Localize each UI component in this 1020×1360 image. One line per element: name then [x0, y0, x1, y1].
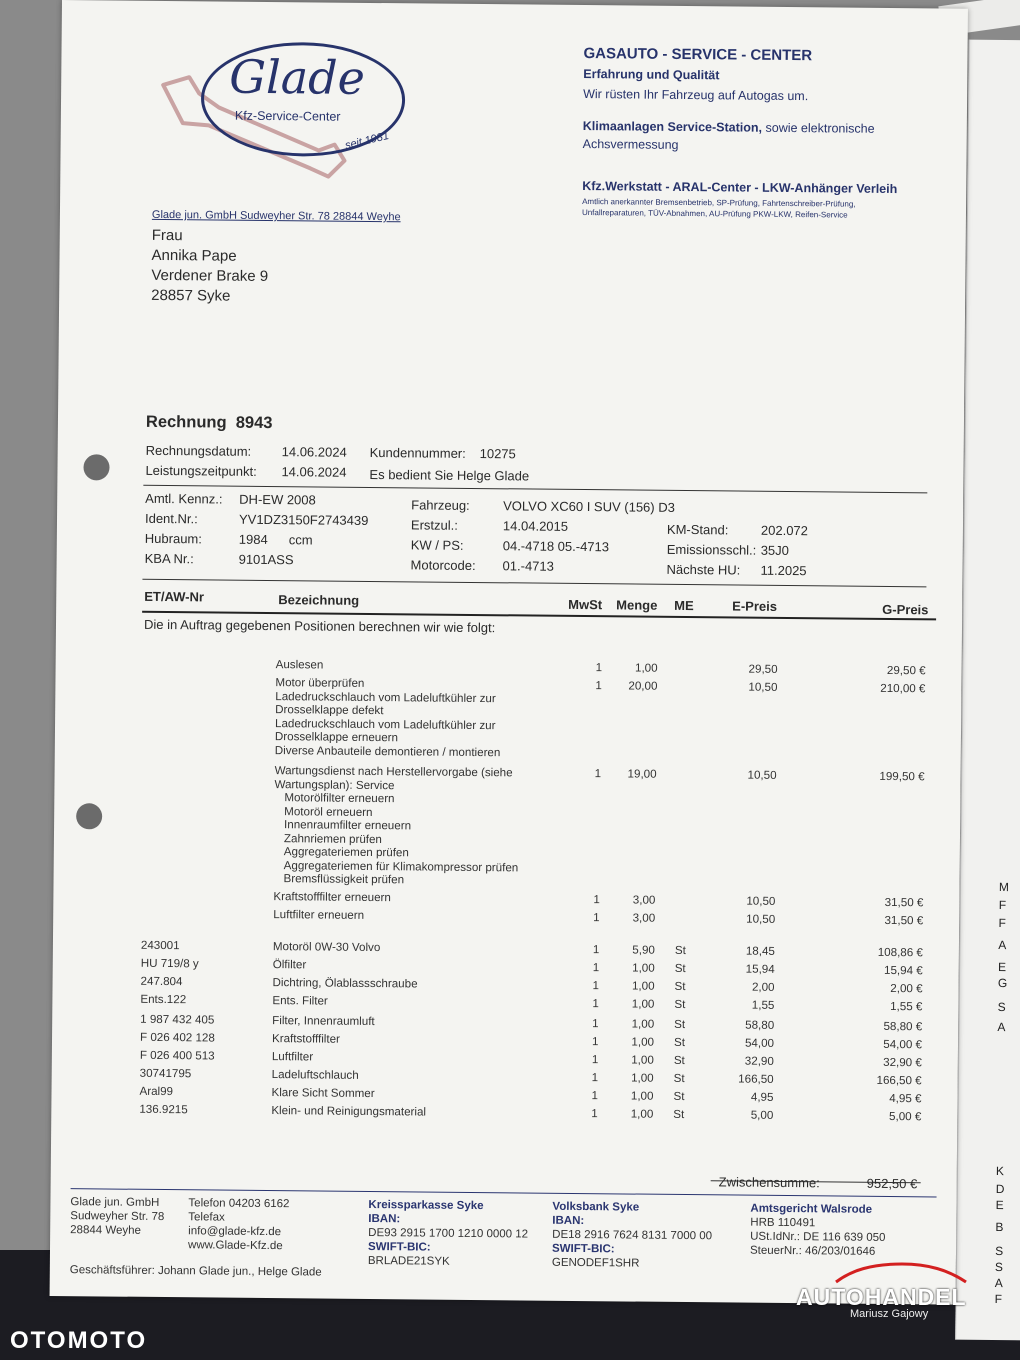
footer-col1-line: Sudweyher Str. 78 — [70, 1210, 165, 1224]
row-mwst: 1 — [593, 911, 600, 925]
side-paper-fragment: M — [998, 880, 1010, 895]
motorcode-label: Motorcode: — [410, 557, 476, 573]
row-description: Wartungsplan): Service — [274, 777, 395, 792]
header-klima-rest: sowie elektronische — [765, 120, 875, 136]
row-total-price: 54,00 € — [883, 1037, 923, 1052]
row-quantity: 1,00 — [631, 1053, 654, 1067]
row-description: Filter, Innenraumluft — [272, 1014, 375, 1029]
row-unit: St — [673, 1089, 685, 1104]
footer-col4-line: Volksbank Syke — [552, 1200, 640, 1214]
footer-col5-line: SteuerNr.: 46/203/01646 — [749, 1244, 876, 1258]
row-quantity: 20,00 — [628, 679, 658, 693]
row-description: Luftfilter — [271, 1050, 314, 1064]
footer-col3-line: SWIFT-BIC: — [367, 1240, 431, 1254]
header-klima-2: Achsvermessung — [582, 137, 679, 152]
row-unit-price: 1,55 — [751, 998, 775, 1012]
footer-col4-line: GENODEF1SHR — [551, 1256, 640, 1270]
header-small-2: Unfallreparaturen, TÜV-Abnahmen, AU-Prüfung PKW-LKW, Reifen-Service — [581, 208, 848, 220]
invoice-date-label: Rechnungsdatum: — [145, 442, 252, 459]
row-unit: St — [674, 997, 686, 1012]
row-part-number: Aral99 — [139, 1084, 174, 1099]
row-description: Auslesen — [275, 658, 324, 672]
row-quantity: 1,00 — [631, 997, 655, 1011]
footer-col3-line: DE93 2915 1700 1210 0000 12 — [368, 1226, 529, 1241]
row-quantity: 5,90 — [632, 943, 655, 957]
side-paper-fragment: A — [994, 1276, 1003, 1291]
row-total-price: 29,50 € — [886, 663, 926, 678]
row-description: Motor überprüfen — [275, 676, 365, 690]
recipient-name: Annika Pape — [151, 246, 237, 265]
row-total-price: 2,00 € — [890, 981, 923, 996]
row-unit-price: 2,00 — [751, 980, 775, 994]
row-unit: St — [673, 1035, 686, 1050]
row-mwst: 1 — [593, 893, 600, 907]
row-part-number: Ents.122 — [140, 992, 187, 1007]
recipient-salutation: Frau — [151, 226, 183, 245]
row-unit: St — [673, 1107, 685, 1122]
divider — [142, 579, 926, 588]
row-unit-price: 15,94 — [745, 962, 775, 976]
subtotal-value: 952,50 € — [866, 1175, 918, 1192]
row-unit-price: 10,50 — [746, 894, 776, 908]
row-unit-price: 166,50 — [738, 1072, 774, 1086]
header-klima-bold: Klimaanlagen Service-Station, — [582, 119, 763, 135]
footer-col5-line: USt.IdNr.: DE 116 639 050 — [750, 1230, 886, 1244]
row-unit-price: 32,90 — [744, 1054, 774, 1068]
row-total-price: 210,00 € — [880, 681, 926, 696]
row-description: Motoröl 0W-30 Volvo — [272, 940, 381, 955]
row-part-number: 30741795 — [139, 1066, 192, 1081]
footer-col4-line: DE18 2916 7624 8131 7000 00 — [552, 1228, 713, 1243]
footer-col5-line: HRB 110491 — [750, 1216, 816, 1230]
logo-name: Glade — [229, 49, 366, 105]
col-header-desc: Bezeichnung — [278, 592, 360, 608]
row-part-number: HU 719/8 y — [140, 956, 199, 971]
side-paper-fragment: G — [997, 976, 1008, 991]
row-unit: St — [673, 1053, 685, 1068]
sender-line: Glade jun. GmbH Sudweyher Str. 78 28844 Weyhe — [151, 208, 401, 224]
row-total-price: 58,80 € — [883, 1019, 923, 1034]
col-header-menge: Menge — [616, 597, 658, 613]
served-by: Es bedient Sie Helge Glade — [369, 466, 530, 484]
row-mwst: 1 — [592, 961, 600, 975]
row-quantity: 3,00 — [632, 911, 656, 925]
kba-value: 9101ASS — [238, 551, 294, 568]
row-description: Ölfilter — [272, 958, 307, 972]
emission-value: 35J0 — [760, 542, 790, 559]
side-paper-fragment: A — [997, 1020, 1006, 1035]
header-werkstatt: Kfz.Werkstatt - ARAL-Center - LKW-Anhänger Verleih — [582, 179, 898, 197]
row-total-price: 166,50 € — [876, 1073, 922, 1088]
footer-col2-line: info@glade-kfz.de — [188, 1225, 282, 1239]
row-part-number: 1 987 432 405 — [140, 1012, 215, 1027]
row-part-number: F 026 400 513 — [139, 1048, 215, 1063]
row-description: Ladeluftschlauch — [271, 1068, 359, 1082]
row-mwst: 1 — [591, 1089, 599, 1103]
side-paper-fragment: A — [998, 938, 1007, 953]
erstzul-value: 14.04.2015 — [502, 518, 569, 534]
km-label: KM-Stand: — [666, 521, 729, 538]
row-description: Bremsflüssigkeit prüfen — [283, 872, 405, 887]
hubraum-value: 1984 — [238, 531, 268, 547]
service-date: 14.06.2024 — [281, 464, 347, 480]
invoice-title-label: Rechnung — [145, 412, 227, 432]
side-paper-fragment: F — [994, 1292, 1003, 1307]
row-unit-price: 5,00 — [750, 1108, 774, 1122]
next-hu-value: 11.2025 — [760, 562, 807, 579]
row-description: Wartungsdienst nach Herstellervorgabe (siehe — [274, 764, 513, 780]
row-description: Ents. Filter — [272, 994, 328, 1008]
kennz-label: Amtl. Kennz.: — [145, 490, 223, 507]
footer-col2-line: Telefon 04203 6162 — [188, 1197, 290, 1211]
ident-label: Ident.Nr.: — [144, 510, 198, 527]
row-unit: St — [674, 943, 686, 958]
row-mwst: 1 — [594, 767, 602, 781]
kwps-label: KW / PS: — [410, 537, 464, 553]
car-logo-icon — [832, 1260, 972, 1286]
row-unit: St — [674, 961, 686, 976]
kba-label: KBA Nr.: — [144, 550, 194, 567]
footer-col3-line: Kreissparkasse Syke — [368, 1198, 484, 1213]
erstzul-label: Erstzul.: — [410, 517, 459, 533]
row-part-number: 136.9215 — [139, 1102, 188, 1117]
row-quantity: 1,00 — [632, 961, 655, 975]
logo-subtitle: Kfz-Service-Center — [234, 108, 341, 124]
row-description: Klein- und Reinigungsmaterial — [271, 1104, 427, 1119]
row-mwst: 1 — [591, 1071, 599, 1085]
row-description: Ladedruckschlauch vom Ladeluftkühler zur — [275, 716, 496, 732]
row-quantity: 1,00 — [631, 979, 655, 993]
invoice-title — [146, 413, 273, 433]
header-line1: Erfahrung und Qualität — [583, 67, 720, 83]
col-header-nr: ET/AW-Nr — [144, 588, 205, 605]
row-description: Ladedruckschlauch vom Ladeluftkühler zur — [275, 689, 496, 705]
managers: Geschäftsführer: Johann Glade jun., Helge Glade — [69, 1264, 322, 1279]
invoice-number: 8943 — [235, 413, 273, 433]
row-description: Drosselklappe defekt — [275, 703, 384, 718]
table-intro: Die in Auftrag gegebenen Positionen berechnen wir wie folgt: — [143, 616, 496, 636]
punch-hole — [76, 803, 102, 829]
row-description: Aggregateriemen für Klimakompressor prüfen — [283, 858, 519, 874]
row-total-price: 15,94 € — [883, 963, 923, 978]
header-line2: Wir rüsten Ihr Fahrzeug auf Autogas um. — [583, 87, 809, 104]
ident-value: YV1DZ3150F2743439 — [238, 511, 369, 528]
emission-label: Emissionsschl.: — [666, 541, 757, 558]
row-mwst: 1 — [591, 1053, 599, 1067]
footer-col4-line: IBAN: — [552, 1214, 585, 1228]
row-mwst: 1 — [591, 1035, 599, 1049]
header-title: GASAUTO - SERVICE - CENTER — [583, 45, 813, 65]
autohandel-subtitle: Mariusz Gajowy — [850, 1308, 929, 1320]
subtotal-label: Zwischensumme: — [718, 1174, 820, 1191]
header-klima — [583, 119, 875, 136]
row-description: Dichtring, Ölablassschraube — [272, 976, 418, 991]
col-header-me: ME — [674, 597, 694, 614]
row-unit-price: 10,50 — [748, 680, 778, 694]
row-mwst: 1 — [592, 997, 599, 1011]
row-quantity: 1,00 — [634, 661, 658, 675]
side-paper-fragment: F — [998, 898, 1007, 913]
otomoto-watermark: OTOMOTO — [10, 1327, 148, 1354]
service-date-label: Leistungszeitpunkt: — [145, 462, 257, 479]
row-description: Aggregateriemen prüfen — [283, 845, 409, 860]
row-total-price: 1,55 € — [890, 999, 923, 1014]
side-paper-fragment: S — [995, 1244, 1004, 1259]
col-header-gpreis: G-Preis — [882, 601, 929, 618]
row-description: Diverse Anbauteile demontieren / montieren — [274, 743, 501, 759]
row-unit-price: 18,45 — [745, 944, 775, 958]
row-description: Drosselklappe erneuern — [274, 730, 399, 745]
row-part-number: 247.804 — [140, 974, 183, 989]
autohandel-watermark: AUTOHANDEL — [796, 1284, 967, 1310]
row-unit-price: 10,50 — [747, 768, 777, 782]
punch-hole — [83, 454, 109, 480]
row-unit: St — [674, 979, 686, 994]
row-mwst: 1 — [592, 1017, 599, 1031]
invoice-date: 14.06.2024 — [281, 444, 347, 460]
recipient-street: Verdener Brake 9 — [151, 266, 269, 285]
row-part-number: F 026 402 128 — [139, 1030, 215, 1045]
row-unit-price: 29,50 — [748, 662, 778, 676]
row-total-price: 31,50 € — [884, 895, 924, 910]
row-quantity: 1,00 — [631, 1071, 654, 1085]
next-hu-label: Nächste HU: — [666, 561, 741, 578]
row-description: Innenraumfilter erneuern — [284, 818, 412, 833]
row-part-number: 243001 — [140, 938, 180, 953]
row-total-price: 4,95 € — [889, 1091, 922, 1106]
row-mwst: 1 — [591, 1107, 598, 1121]
hubraum-unit: ccm — [288, 532, 313, 548]
row-description: Motoröl erneuern — [284, 804, 373, 819]
row-unit-price: 58,80 — [745, 1018, 775, 1032]
row-quantity: 1,00 — [631, 1017, 655, 1031]
row-total-price: 5,00 € — [889, 1109, 922, 1124]
kwps-value: 04.-4718 05.-4713 — [502, 538, 610, 555]
col-header-epreis: E-Preis — [732, 598, 778, 614]
side-paper-fragment: E — [998, 960, 1007, 975]
hubraum-label: Hubraum: — [144, 530, 202, 547]
footer-col3-line: BRLADE21SYK — [367, 1254, 450, 1268]
footer-col2-line: www.Glade-Kfz.de — [187, 1239, 283, 1253]
footer-col1-line: Glade jun. GmbH — [70, 1196, 160, 1209]
row-total-price: 199,50 € — [879, 769, 925, 784]
row-total-price: 32,90 € — [883, 1055, 922, 1070]
row-quantity: 1,00 — [631, 1035, 655, 1049]
footer-col5-line: Amtsgericht Walsrode — [750, 1202, 873, 1216]
customer-label: Kundennummer: — [369, 444, 466, 461]
side-paper-fragment: S — [994, 1260, 1004, 1275]
row-total-price: 108,86 € — [877, 945, 923, 960]
row-description: Klare Sicht Sommer — [271, 1086, 375, 1101]
header-small-1: Amtlich anerkannter Bremsenbetrieb, SP-Prüfung, Fahrtenschreiber-Prüfung, — [582, 197, 856, 209]
fahrzeug-label: Fahrzeug: — [411, 497, 470, 513]
side-paper-fragment: K — [995, 1164, 1005, 1179]
row-unit: St — [674, 1017, 686, 1032]
motorcode-value: 01.-4713 — [502, 558, 554, 574]
row-quantity: 19,00 — [627, 767, 657, 781]
row-description: Luftfilter erneuern — [273, 908, 365, 922]
footer-col4-line: SWIFT-BIC: — [551, 1242, 615, 1256]
row-mwst: 1 — [592, 979, 600, 993]
fahrzeug-value: VOLVO XC60 I SUV (156) D3 — [503, 498, 675, 515]
side-paper-fragment: B — [995, 1220, 1004, 1235]
row-description: Kraftstofffilter — [271, 1032, 340, 1046]
kennz-value: DH-EW 2008 — [239, 491, 316, 508]
customer-number: 10275 — [479, 446, 516, 462]
side-paper-fragment: F — [998, 916, 1006, 931]
row-quantity: 3,00 — [632, 893, 656, 907]
row-mwst: 1 — [595, 679, 602, 693]
row-unit-price: 54,00 — [744, 1036, 775, 1050]
row-mwst: 1 — [595, 661, 603, 675]
side-paper-fragment: E — [995, 1198, 1004, 1213]
footer-col2-line: Telefax — [188, 1211, 225, 1224]
recipient-city: 28857 Syke — [151, 286, 231, 305]
row-quantity: 1,00 — [630, 1107, 654, 1121]
row-mwst: 1 — [592, 943, 600, 957]
footer-col1-line: 28844 Weyhe — [70, 1224, 142, 1237]
row-description: Zahnriemen prüfen — [283, 831, 382, 846]
invoice-page — [50, 0, 968, 1305]
row-unit-price: 10,50 — [746, 912, 776, 926]
logo-since: seit 1981 — [343, 129, 391, 152]
km-value: 202.072 — [760, 522, 809, 539]
side-paper-fragment: D — [995, 1182, 1005, 1197]
row-description: Kraftstofffilter erneuern — [273, 890, 391, 905]
row-unit-price: 4,95 — [750, 1090, 774, 1104]
row-unit: St — [673, 1071, 685, 1086]
row-description: Motorölfilter erneuern — [284, 791, 395, 806]
col-header-mwst: MwSt — [568, 596, 603, 613]
row-total-price: 31,50 € — [884, 913, 924, 928]
footer-col3-line: IBAN: — [368, 1212, 401, 1226]
row-quantity: 1,00 — [630, 1089, 654, 1103]
side-paper-fragment: S — [997, 1000, 1006, 1015]
